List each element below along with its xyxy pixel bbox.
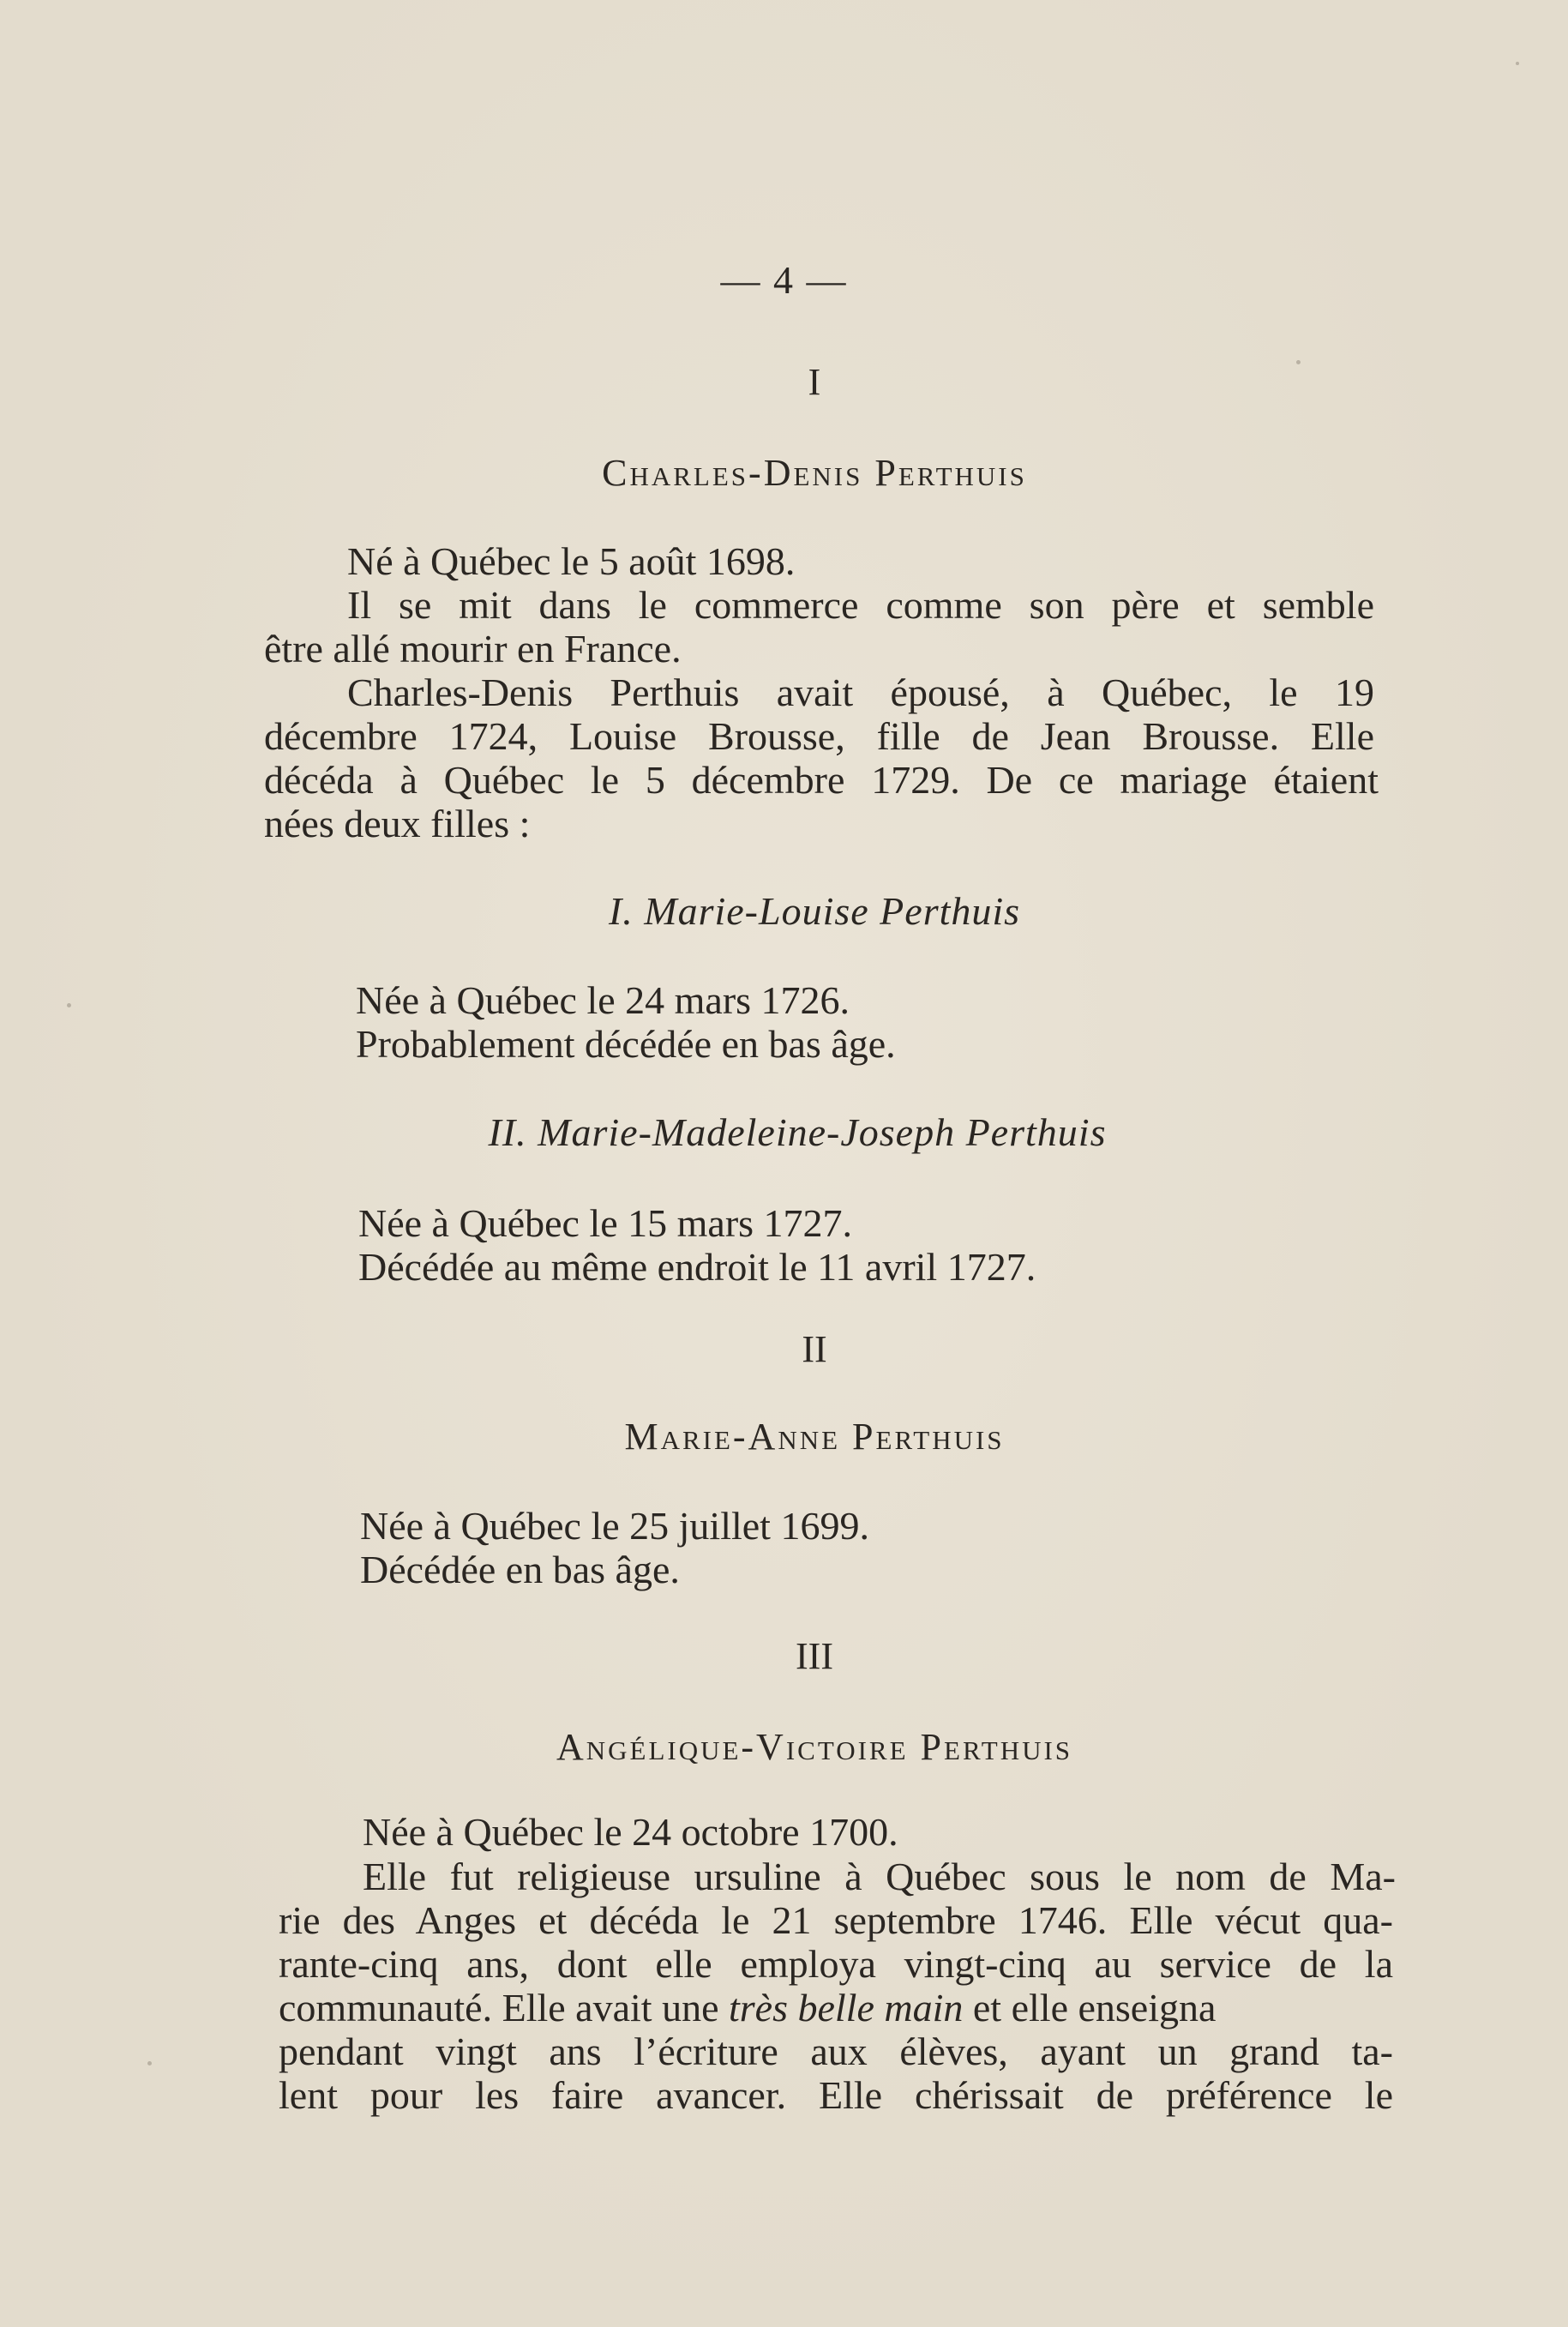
paper-speck xyxy=(67,1003,71,1007)
text-line: Charles-Denis Perthuis avait épousé, à Québec, le 19 xyxy=(347,670,1374,714)
text-line: rante-cinq ans, dont elle employa vingt-cinq au service de la xyxy=(279,1942,1393,1986)
text-segment: et elle enseigna xyxy=(963,1986,1217,2029)
text-line: Probablement décédée en bas âge. xyxy=(356,1022,896,1066)
text-line: Née à Québec le 24 octobre 1700. xyxy=(363,1810,898,1854)
section-numeral: II xyxy=(802,1328,827,1370)
page-number: — 4 — xyxy=(720,258,848,302)
child-heading: I. Marie-Louise Perthuis xyxy=(608,889,1021,933)
section-heading: Charles-Denis Perthuis xyxy=(602,452,1027,494)
text-line: lent pour les faire avancer. Elle chérissait de préférence le xyxy=(279,2073,1393,2117)
paper-speck xyxy=(1516,62,1519,65)
text-line: nées deux filles : xyxy=(264,802,531,845)
text-line: Décédée en bas âge. xyxy=(360,1548,680,1591)
text-line: pendant vingt ans l’écriture aux élèves, ayant un grand ta- xyxy=(279,2029,1393,2073)
text-line: décembre 1724, Louise Brousse, fille de Jean Brousse. Elle xyxy=(264,714,1374,758)
text-line: Née à Québec le 25 juillet 1699. xyxy=(360,1504,869,1548)
section-heading: Marie-Anne Perthuis xyxy=(624,1416,1005,1458)
text-line: Née à Québec le 24 mars 1726. xyxy=(356,978,850,1022)
section-heading: Angélique-Victoire Perthuis xyxy=(556,1726,1073,1768)
section-numeral: III xyxy=(796,1635,833,1677)
text-line: être allé mourir en France. xyxy=(264,627,682,670)
text-line: rie des Anges et décéda le 21 septembre 1746. Elle vécut qua- xyxy=(279,1898,1393,1942)
text-line: Elle fut religieuse ursuline à Québec sous le nom de Ma- xyxy=(363,1855,1396,1898)
paper-speck xyxy=(147,2061,152,2065)
text-line: Née à Québec le 15 mars 1727. xyxy=(358,1201,853,1245)
text-line: Né à Québec le 5 août 1698. xyxy=(347,539,796,583)
text-segment: communauté. Elle avait une xyxy=(279,1986,729,2029)
text-line: Il se mit dans le commerce comme son père et semble xyxy=(347,583,1374,627)
emphasis-text: très belle main xyxy=(728,1986,964,2029)
text-line: Décédée au même endroit le 11 avril 1727. xyxy=(358,1245,1036,1289)
paper-speck xyxy=(1296,360,1301,364)
text-line: décéda à Québec le 5 décembre 1729. De ce mariage étaient xyxy=(264,758,1379,802)
child-heading: II. Marie-Madeleine-Joseph Perthuis xyxy=(488,1110,1107,1154)
text-line xyxy=(279,1988,1216,2028)
section-numeral: I xyxy=(808,361,821,403)
